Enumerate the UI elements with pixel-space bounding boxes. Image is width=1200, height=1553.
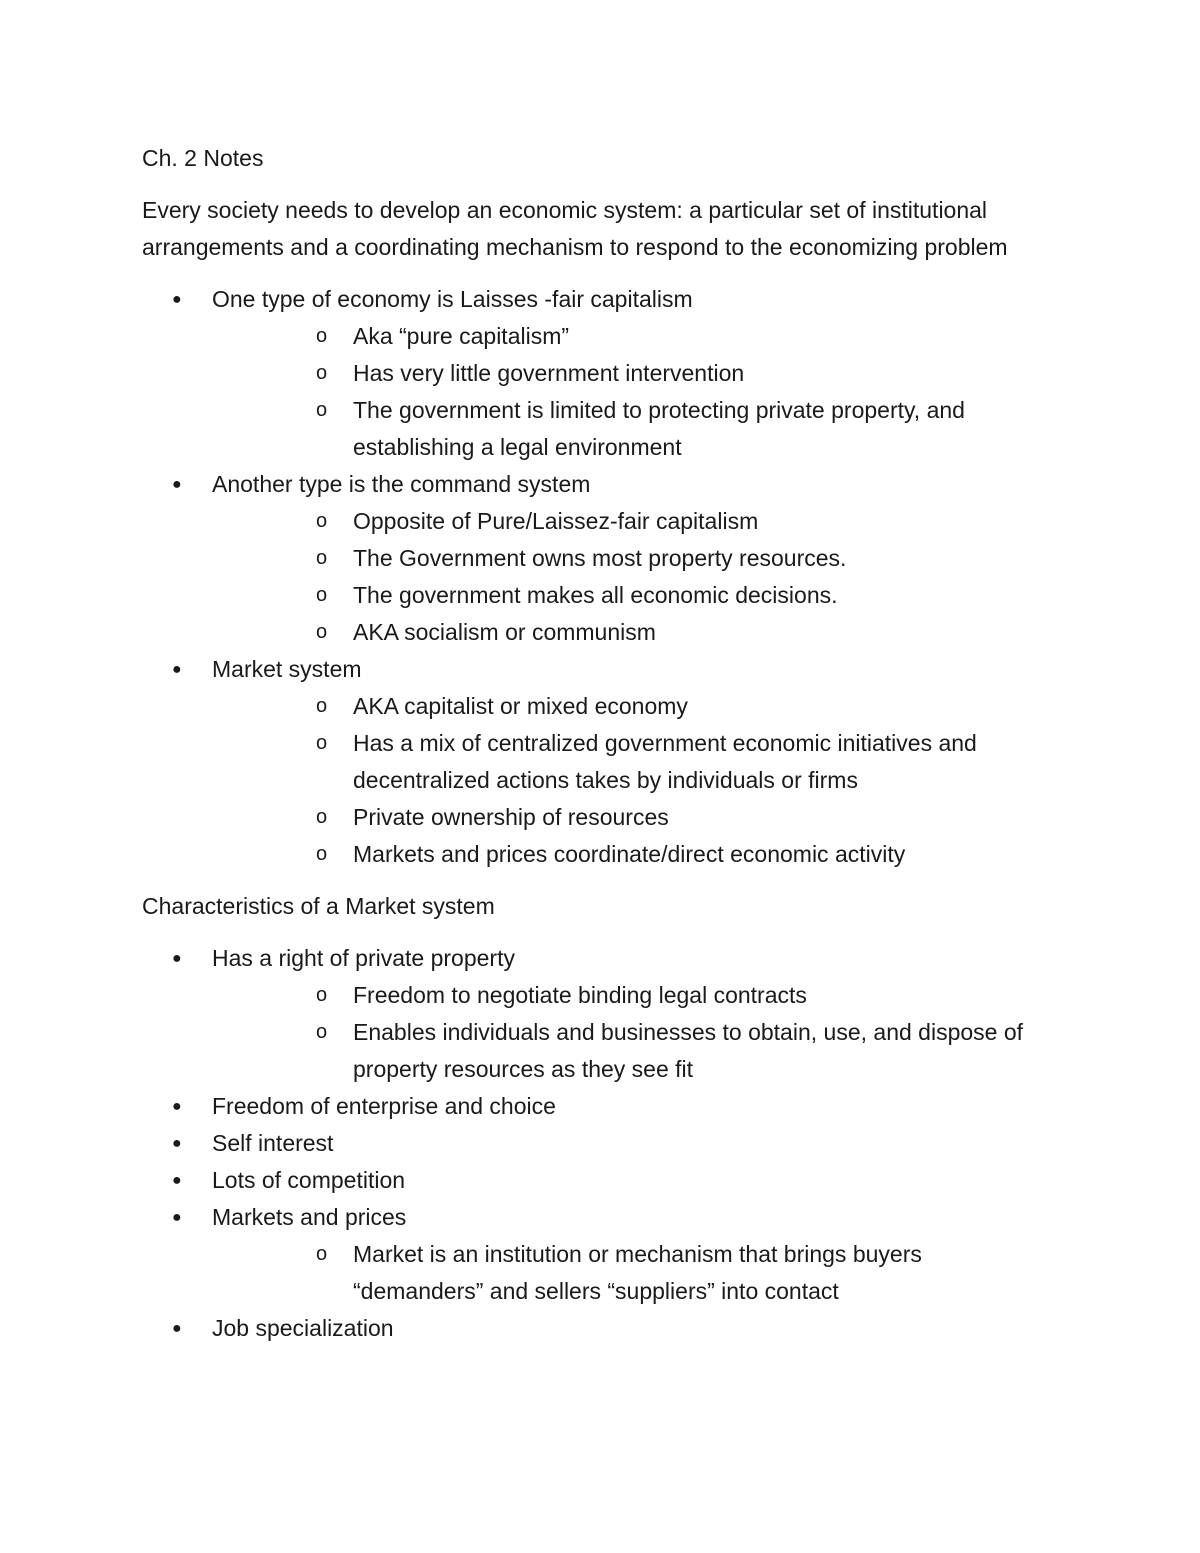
sub-bullet-icon: o — [316, 510, 328, 532]
document-body — [142, 140, 1042, 1347]
sub-list-item-text: Freedom to negotiate binding legal contracts — [353, 982, 807, 1008]
sub-list-item — [212, 799, 1042, 836]
sub-list-item — [212, 1014, 1042, 1088]
sub-list — [212, 503, 1042, 651]
sub-bullet-icon: o — [316, 1021, 328, 1043]
sub-list-item — [212, 392, 1042, 466]
sub-list-item-text: Markets and prices coordinate/direct economic activity — [353, 841, 906, 867]
bullet-icon: ● — [172, 476, 182, 493]
sub-bullet-icon: o — [316, 547, 328, 569]
list-item-text: One type of economy is Laisses -fair capitalism — [212, 286, 693, 312]
bullet-icon: ● — [172, 1135, 182, 1152]
sub-list-item — [212, 1236, 1042, 1310]
sub-bullet-icon: o — [316, 399, 328, 421]
economy-types-list — [142, 281, 1042, 873]
list-item-text: Self interest — [212, 1130, 334, 1156]
sub-list — [212, 318, 1042, 466]
list-item — [142, 1162, 1042, 1199]
list-item-text: Job specialization — [212, 1315, 394, 1341]
bullet-icon: ● — [172, 1098, 182, 1115]
list-item — [142, 651, 1042, 873]
list-item-text: Markets and prices — [212, 1204, 407, 1230]
bullet-icon: ● — [172, 950, 182, 967]
sub-list — [212, 977, 1042, 1088]
sub-list-item-text: The Government owns most property resources. — [353, 545, 847, 571]
sub-list-item-text: The government makes all economic decisions. — [353, 582, 838, 608]
sub-list-item — [212, 355, 1042, 392]
sub-list-item-text: The government is limited to protecting private property, and establishing a legal environment — [353, 397, 965, 460]
sub-list-item — [212, 318, 1042, 355]
sub-bullet-icon: o — [316, 843, 328, 865]
list-item-text: Another type is the command system — [212, 471, 591, 497]
list-item — [142, 1199, 1042, 1310]
list-item-text: Has a right of private property — [212, 945, 515, 971]
sub-list-item — [212, 614, 1042, 651]
list-item-text: Lots of competition — [212, 1167, 406, 1193]
sub-bullet-icon: o — [316, 806, 328, 828]
sub-bullet-icon: o — [316, 362, 328, 384]
market-characteristics-list — [142, 940, 1042, 1347]
sub-bullet-icon: o — [316, 732, 328, 754]
sub-list-item — [212, 503, 1042, 540]
sub-list-item — [212, 540, 1042, 577]
sub-bullet-icon: o — [316, 695, 328, 717]
sub-list-item-text: Has very little government intervention — [353, 360, 745, 386]
intro-paragraph: Every society needs to develop an economic system: a particular set of institutional arrangements and a coordinating mechanism to respond to the economizing problem — [142, 197, 1008, 260]
sub-bullet-icon: o — [316, 621, 328, 643]
sub-list — [212, 688, 1042, 873]
sub-list-item — [212, 688, 1042, 725]
sub-list — [212, 1236, 1042, 1310]
list-item — [142, 1310, 1042, 1347]
sub-list-item-text: Enables individuals and businesses to obtain, use, and dispose of property resources as they see fit — [353, 1019, 1024, 1082]
list-item-text: Freedom of enterprise and choice — [212, 1093, 556, 1119]
list-item — [142, 466, 1042, 651]
bullet-icon: ● — [172, 1320, 182, 1337]
sub-list-item-text: Opposite of Pure/Laissez-fair capitalism — [353, 508, 759, 534]
bullet-icon: ● — [172, 661, 182, 678]
list-item — [142, 1088, 1042, 1125]
sub-list-item-text: AKA capitalist or mixed economy — [353, 693, 688, 719]
sub-list-item — [212, 836, 1042, 873]
sub-list-item — [212, 577, 1042, 614]
notes-title: Ch. 2 Notes — [142, 145, 264, 171]
list-item — [142, 940, 1042, 1088]
bullet-icon: ● — [172, 1209, 182, 1226]
sub-list-item-text: Has a mix of centralized government economic initiatives and decentralized actions takes by individuals or firms — [353, 730, 977, 793]
bullet-icon: ● — [172, 1172, 182, 1189]
sub-list-item — [212, 725, 1042, 799]
sub-list-item-text: Market is an institution or mechanism that brings buyers “demanders” and sellers “suppliers” into contact — [353, 1241, 922, 1304]
sub-bullet-icon: o — [316, 325, 328, 347]
sub-bullet-icon: o — [316, 984, 328, 1006]
list-item-text: Market system — [212, 656, 362, 682]
sub-list-item — [212, 977, 1042, 1014]
bullet-icon: ● — [172, 291, 182, 308]
sub-bullet-icon: o — [316, 1243, 328, 1265]
list-item — [142, 1125, 1042, 1162]
sub-list-item-text: AKA socialism or communism — [353, 619, 656, 645]
sub-list-item-text: Private ownership of resources — [353, 804, 669, 830]
sub-bullet-icon: o — [316, 584, 328, 606]
section-heading: Characteristics of a Market system — [142, 893, 495, 919]
sub-list-item-text: Aka “pure capitalism” — [353, 323, 570, 349]
list-item — [142, 281, 1042, 466]
